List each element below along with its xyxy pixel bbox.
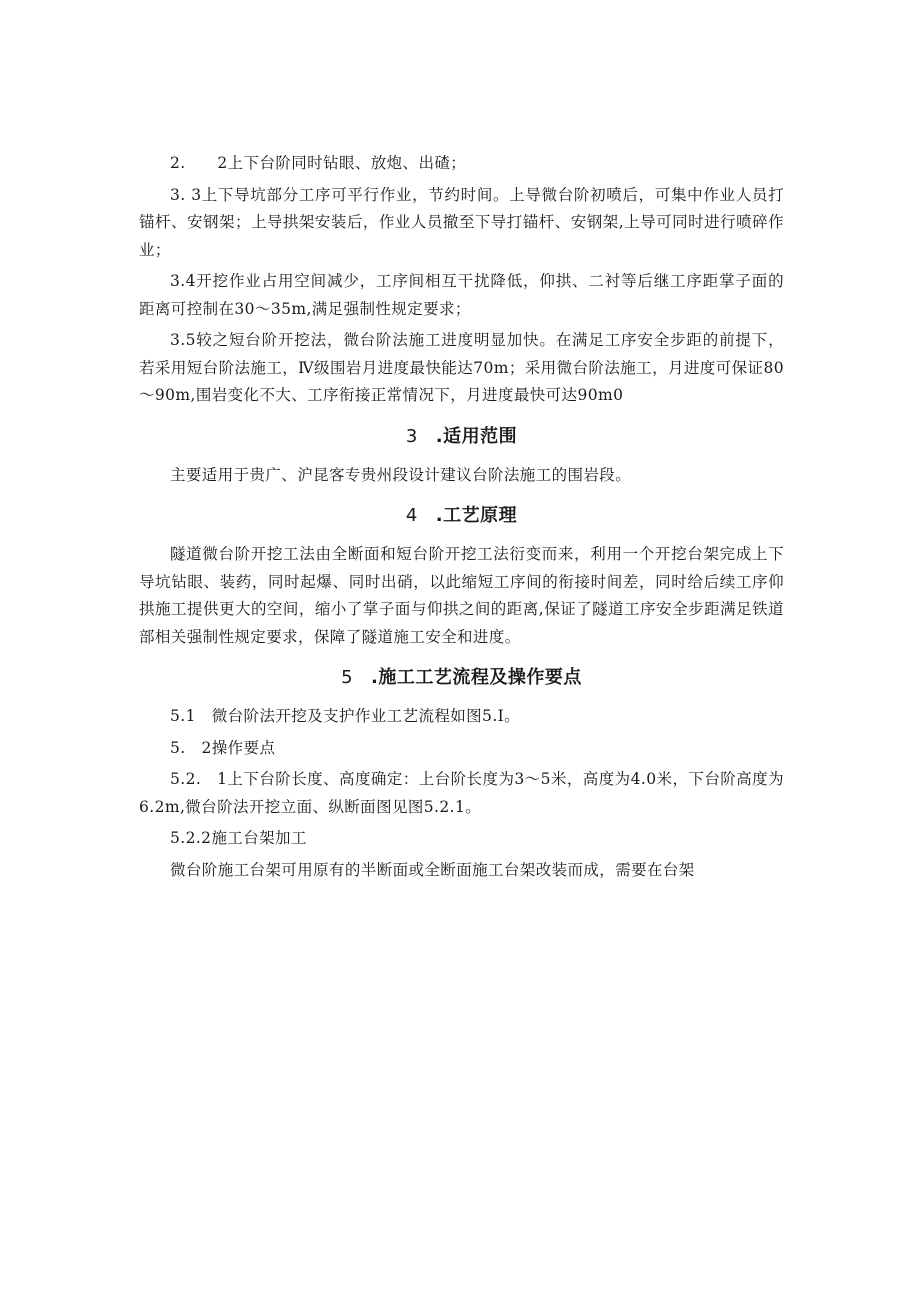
paragraph-5-1: 5.1 微台阶法开挖及支护作业工艺流程如图5.I。 — [170, 707, 521, 725]
section-heading-5 — [139, 665, 784, 691]
paragraph-5-2-2: 5.2.2施工台架加工 — [170, 829, 307, 847]
paragraph-2-2: 2. 2上下台阶同时钻眼、放炮、出碴； — [170, 154, 467, 172]
paragraph-3-5: 3.5较之短台阶开挖法，微台阶法施工进度明显加快。在满足工序安全步距的前提下，若采用短台阶法施工，Ⅳ级围岩月进度最快能达70m；采用微台阶法施工，月进度可保证80～90m,围岩变化不大、工序衔接正常情况下，月进度最快可达90m0 — [139, 331, 784, 404]
section-heading-3 — [139, 424, 784, 450]
paragraph-platform: 微台阶施工台架可用原有的半断面或全断面施工台架改装而成，需要在台架 — [170, 860, 695, 879]
paragraph-3-4: 3.4开挖作业占用空间减少，工序间相互干扰降低，仰拱、二衬等后继工序距掌子面的距离可控制在30～35m,满足强制性规定要求； — [139, 272, 784, 318]
section-number: 4 — [405, 505, 418, 526]
section-title: .适用范围 — [435, 425, 518, 447]
document-page — [139, 150, 784, 884]
paragraph-5-2: 5. 2操作要点 — [170, 738, 276, 757]
paragraph-5-2-1: 5.2. 1上下台阶长度、高度确定：上台阶长度为3～5米，高度为4.0米，下台阶高度为6.2m,微台阶法开挖立面、纵断面图见图5.2.1。 — [139, 770, 784, 816]
section-number: 5 — [341, 667, 354, 688]
section-heading-4 — [139, 503, 784, 529]
section-title: .施工工艺流程及操作要点 — [371, 667, 582, 688]
paragraph-3-3: 3. 3上下导坑部分工序可平行作业，节约时间。上导微台阶初喷后，可集中作业人员打锚杆、安钢架；上导拱架安装后，作业人员撤至下导打锚杆、安钢架,上导可同时进行喷碎作业； — [139, 185, 784, 259]
paragraph-scope: 主要适用于贵广、沪昆客专贵州段设计建议台阶法施工的围岩段。 — [170, 465, 632, 484]
section-number: 3 — [405, 425, 418, 447]
section-title: .工艺原理 — [435, 505, 518, 526]
paragraph-principle: 隧道微台阶开挖工法由全断面和短台阶开挖工法衍变而来，利用一个开挖台架完成上下导坑钻眼、装药，同时起爆、同时出硝，以此缩短工序间的衔接时间差，同时给后续工序仰拱施工提供更大的空间，缩小了掌子面与仰拱之间的距离,保证了隧道工序安全步距满足铁道部相关强制性规定要求，保障了隧道施工安全和进度。 — [139, 545, 784, 646]
